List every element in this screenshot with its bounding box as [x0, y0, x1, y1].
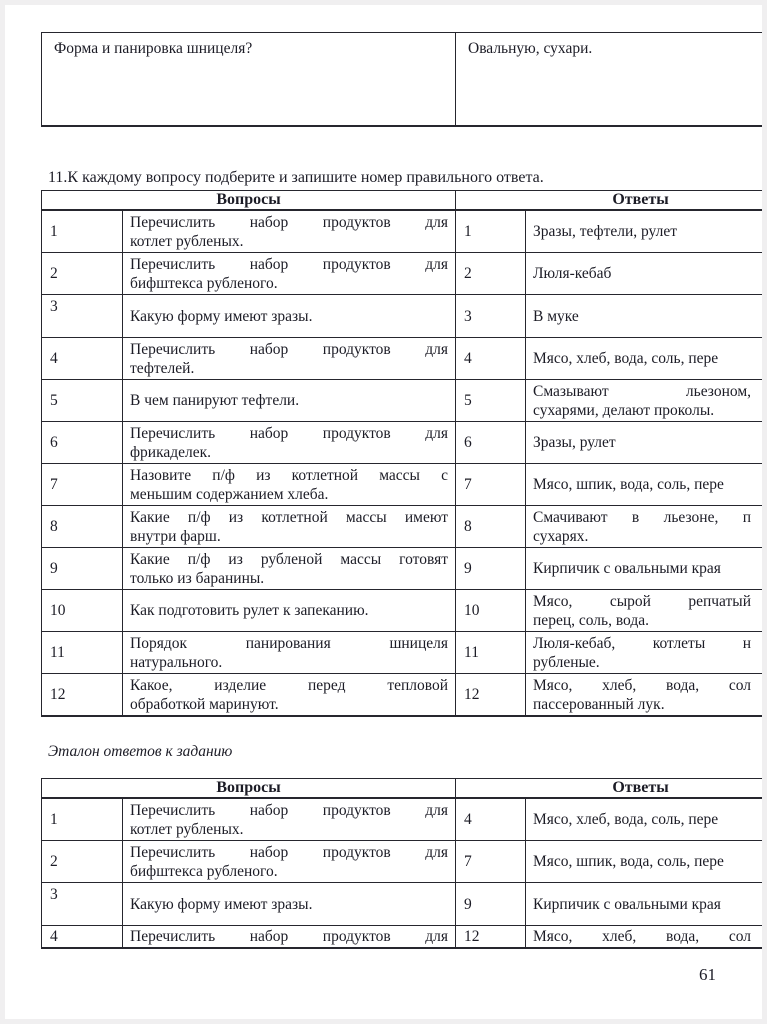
text-line: 2	[50, 853, 58, 870]
question-text	[130, 391, 448, 410]
question-number	[50, 559, 118, 578]
text-line: 1	[464, 223, 472, 240]
answer-number-cell	[456, 674, 526, 717]
answer-text	[533, 895, 751, 914]
question-number-cell	[42, 464, 123, 506]
text-line: Какое, изделие перед тепловой	[130, 676, 449, 694]
answer-text-cell	[526, 422, 767, 464]
question-number-cell	[42, 883, 123, 926]
text-line: Мясо, хлеб, вода, сол	[533, 928, 752, 945]
answer-text	[533, 927, 751, 946]
question-number	[50, 927, 118, 946]
question-text	[130, 676, 448, 714]
answer-cell: Овальную, сухари.	[456, 33, 767, 127]
text-line: 1	[50, 811, 58, 828]
answer-number	[464, 895, 521, 914]
answer-text	[533, 349, 751, 368]
text-line: Зразы, тефтели, рулет	[533, 223, 678, 240]
question-number-cell	[42, 548, 123, 590]
text-line: Мясо, хлеб, вода, соль, пере	[533, 811, 719, 828]
text-line: 8	[50, 518, 58, 535]
text-line: Порядок панирования шницеля	[130, 634, 449, 652]
text-line: 4	[50, 350, 58, 367]
answer-number	[464, 517, 521, 536]
table-row	[42, 926, 767, 949]
table-row	[42, 841, 767, 883]
table-row	[42, 506, 767, 548]
answer-number	[464, 685, 521, 704]
answer-number	[464, 433, 521, 452]
answer-text-cell	[526, 883, 767, 926]
answer-number-cell	[456, 632, 526, 674]
question-number	[50, 810, 118, 829]
question-text-cell	[123, 926, 456, 949]
answer-number-cell	[456, 590, 526, 632]
question-text	[130, 508, 448, 546]
text-line: Какую форму имеют зразы.	[130, 307, 313, 325]
text-line: 6	[464, 434, 472, 451]
question-number-cell	[42, 338, 123, 380]
question-text-cell	[123, 422, 456, 464]
text-line: 5	[50, 392, 58, 409]
text-line: сухарях.	[533, 527, 589, 545]
answer-text	[533, 852, 751, 871]
text-line: 10	[50, 602, 66, 619]
text-line: 9	[464, 560, 472, 577]
question-number-cell	[42, 798, 123, 841]
text-line: Перечислить набор продуктов для	[130, 843, 449, 861]
answer-number-cell	[456, 506, 526, 548]
answer-text-cell	[526, 210, 767, 253]
text-line: Какие п/ф из котлетной массы имеют	[130, 508, 449, 526]
text-line: пассерованный лук.	[533, 695, 665, 713]
table-row	[42, 33, 767, 127]
text-line: Как подготовить рулет к запеканию.	[130, 602, 369, 619]
answer-text	[533, 559, 751, 578]
answers-column-header: Ответы	[456, 779, 767, 799]
answer-number-cell	[456, 210, 526, 253]
text-line: 1	[50, 223, 58, 240]
answer-text-cell	[526, 674, 767, 717]
question-number-cell	[42, 632, 123, 674]
answer-number	[464, 852, 521, 871]
answer-text-cell	[526, 380, 767, 422]
questions-column-header: Вопросы	[42, 779, 456, 799]
text-line: Перечислить набор продуктов для	[130, 213, 449, 231]
text-line: бифштекса рубленого.	[130, 274, 278, 292]
answer-text	[533, 810, 751, 829]
table-row	[42, 798, 767, 841]
question-number-cell	[42, 422, 123, 464]
question-number	[50, 601, 118, 620]
text-line: Перечислить набор продуктов для	[130, 340, 449, 358]
question-number	[50, 475, 118, 494]
text-line: 3	[464, 307, 472, 325]
answer-number	[464, 222, 521, 241]
question-text-cell	[123, 548, 456, 590]
table-row	[42, 295, 767, 338]
answer-number-cell	[456, 548, 526, 590]
question-number-cell	[42, 380, 123, 422]
text-line: Мясо, шпик, вода, соль, пере	[533, 476, 724, 493]
answer-text-cell	[526, 632, 767, 674]
text-line: котлет рубленых.	[130, 820, 244, 838]
text-line: 12	[50, 686, 66, 703]
question-text	[130, 843, 448, 881]
task-instruction: 11.К каждому вопросу подберите и запишите номер правильного ответа.	[48, 169, 544, 186]
answer-text	[533, 382, 751, 420]
answer-number-cell	[456, 338, 526, 380]
text-line: 11	[50, 644, 65, 661]
question-number	[50, 433, 118, 452]
text-line: 6	[50, 434, 58, 451]
table-header-row	[42, 191, 767, 211]
text-line: обработкой маринуют.	[130, 695, 279, 713]
answers-column-header: Ответы	[456, 191, 767, 211]
question-cell: Форма и панировка шницеля?	[42, 33, 456, 127]
question-text	[130, 307, 448, 326]
answer-number	[464, 810, 521, 829]
table-row	[42, 632, 767, 674]
question-text	[130, 424, 448, 462]
table-row	[42, 674, 767, 717]
question-number	[50, 885, 118, 904]
answer-text	[533, 475, 751, 494]
answer-text	[533, 634, 751, 672]
text-line: Перечислить набор продуктов для	[130, 801, 449, 819]
text-line: 12	[464, 686, 480, 703]
answer-text-cell	[526, 464, 767, 506]
text-line: Какие п/ф из рубленой массы готовят	[130, 550, 449, 568]
question-number-cell	[42, 590, 123, 632]
answer-number-cell	[456, 380, 526, 422]
text-line: В муке	[533, 307, 579, 325]
text-line: 4	[464, 811, 472, 828]
answer-number-cell	[456, 798, 526, 841]
answer-number-cell	[456, 926, 526, 949]
text-line: 4	[50, 928, 58, 945]
question-number	[50, 391, 118, 410]
text-line: 3	[50, 886, 58, 903]
table-row	[42, 590, 767, 632]
answer-text-cell	[526, 338, 767, 380]
text-line: Смачивают в льезоне, п	[533, 508, 752, 526]
text-line: котлет рубленых.	[130, 232, 244, 250]
question-number	[50, 264, 118, 283]
question-number-cell	[42, 295, 123, 338]
answer-text-cell	[526, 926, 767, 949]
table-row	[42, 548, 767, 590]
question-number	[50, 349, 118, 368]
answer-number-cell	[456, 464, 526, 506]
answer-number-cell	[456, 253, 526, 295]
answer-number-cell	[456, 422, 526, 464]
answer-number	[464, 307, 521, 326]
text-line: 5	[464, 392, 472, 409]
text-line: Люля-кебаб, котлеты н	[533, 634, 752, 652]
text-line: Зразы, рулет	[533, 434, 616, 451]
question-text-cell	[123, 506, 456, 548]
table-header-row	[42, 779, 767, 799]
previous-question-table	[41, 32, 767, 127]
answer-text	[533, 264, 751, 283]
answer-text-cell	[526, 506, 767, 548]
question-text	[130, 213, 448, 251]
quiz-table	[41, 190, 767, 717]
answer-text	[533, 222, 751, 241]
question-text	[130, 801, 448, 839]
table-row	[42, 883, 767, 926]
question-text	[130, 895, 448, 914]
question-number	[50, 852, 118, 871]
answer-number	[464, 391, 521, 410]
answer-number-cell	[456, 883, 526, 926]
question-text-cell	[123, 464, 456, 506]
text-line: Мясо, шпик, вода, соль, пере	[533, 853, 724, 870]
text-line: 12	[464, 928, 480, 945]
answer-text-cell	[526, 841, 767, 883]
question-text	[130, 601, 448, 620]
questions-column-header: Вопросы	[42, 191, 456, 211]
text-line: только из баранины.	[130, 569, 265, 587]
text-line: Какую форму имеют зразы.	[130, 895, 313, 913]
question-text-cell	[123, 590, 456, 632]
text-line: Кирпичик с овальными края	[533, 560, 721, 577]
question-text-cell	[123, 798, 456, 841]
question-number-cell	[42, 674, 123, 717]
question-text-cell	[123, 674, 456, 717]
question-text-cell	[123, 883, 456, 926]
text-line: натурального.	[130, 653, 223, 671]
question-number-cell	[42, 253, 123, 295]
table-row	[42, 338, 767, 380]
text-line: меньшим содержанием хлеба.	[130, 485, 329, 503]
text-line: 7	[464, 476, 472, 493]
text-line: Мясо, сырой репчатый	[533, 592, 752, 610]
text-line: Мясо, хлеб, вода, соль, пере	[533, 350, 719, 367]
text-line: 7	[50, 476, 58, 493]
answer-text-cell	[526, 548, 767, 590]
question-text	[130, 634, 448, 672]
question-text-cell	[123, 380, 456, 422]
answer-number-cell	[456, 841, 526, 883]
table-row	[42, 210, 767, 253]
text-line: В чем панируют тефтели.	[130, 392, 300, 409]
page-number: 61	[699, 965, 716, 984]
question-number	[50, 517, 118, 536]
question-text-cell	[123, 338, 456, 380]
answer-number	[464, 643, 521, 662]
answer-number	[464, 264, 521, 283]
text-line: 10	[464, 602, 480, 619]
answer-number	[464, 927, 521, 946]
answer-text	[533, 676, 751, 714]
table-row	[42, 380, 767, 422]
text-line: бифштекса рубленого.	[130, 862, 278, 880]
question-number-cell	[42, 210, 123, 253]
text-line: 9	[50, 560, 58, 577]
text-line: внутри фарш.	[130, 527, 221, 545]
text-line: 11	[464, 644, 479, 661]
table-row	[42, 422, 767, 464]
question-text	[130, 927, 448, 946]
text-line: Смазывают льезоном,	[533, 382, 752, 400]
answer-number	[464, 559, 521, 578]
text-line: 7	[464, 853, 472, 870]
text-line: 2	[50, 265, 58, 282]
question-number-cell	[42, 926, 123, 949]
question-text	[130, 340, 448, 378]
question-number	[50, 643, 118, 662]
question-text-cell	[123, 253, 456, 295]
question-number	[50, 222, 118, 241]
question-number-cell	[42, 841, 123, 883]
text-line: Назовите п/ф из котлетной массы с	[130, 466, 449, 484]
text-line: перец, соль, вода.	[533, 611, 650, 629]
text-line: фрикаделек.	[130, 443, 212, 461]
answer-text	[533, 307, 751, 326]
question-number-cell	[42, 506, 123, 548]
question-text	[130, 550, 448, 588]
text-line: 8	[464, 518, 472, 535]
answer-number	[464, 601, 521, 620]
answer-text	[533, 592, 751, 630]
answer-number	[464, 475, 521, 494]
question-text-cell	[123, 210, 456, 253]
answer-text-cell	[526, 295, 767, 338]
text-line: Мясо, хлеб, вода, сол	[533, 676, 752, 694]
text-line: тефтелей.	[130, 359, 195, 377]
question-text	[130, 255, 448, 293]
text-line: Кирпичик с овальными края	[533, 895, 721, 913]
answer-text-cell	[526, 798, 767, 841]
text-line: сухарями, делают проколы.	[533, 401, 715, 419]
answer-key-table	[41, 778, 767, 949]
text-line: Перечислить набор продуктов для	[130, 928, 449, 945]
table-row	[42, 253, 767, 295]
answer-text	[533, 508, 751, 546]
question-text-cell	[123, 841, 456, 883]
text-line: рубленые.	[533, 653, 600, 671]
question-number	[50, 685, 118, 704]
text-line: Перечислить набор продуктов для	[130, 424, 449, 442]
answer-key-caption: Эталон ответов к заданию	[48, 743, 233, 760]
text-line: 4	[464, 350, 472, 367]
table-row	[42, 464, 767, 506]
question-number	[50, 297, 118, 316]
text-line: 2	[464, 265, 472, 282]
question-text-cell	[123, 295, 456, 338]
text-line: Люля-кебаб	[533, 265, 612, 282]
answer-number	[464, 349, 521, 368]
text-line: 9	[464, 895, 472, 913]
text-line: 3	[50, 298, 58, 315]
answer-text	[533, 433, 751, 452]
text-line: Перечислить набор продуктов для	[130, 255, 449, 273]
answer-text-cell	[526, 253, 767, 295]
question-text-cell	[123, 632, 456, 674]
question-text	[130, 466, 448, 504]
answer-number-cell	[456, 295, 526, 338]
answer-text-cell	[526, 590, 767, 632]
